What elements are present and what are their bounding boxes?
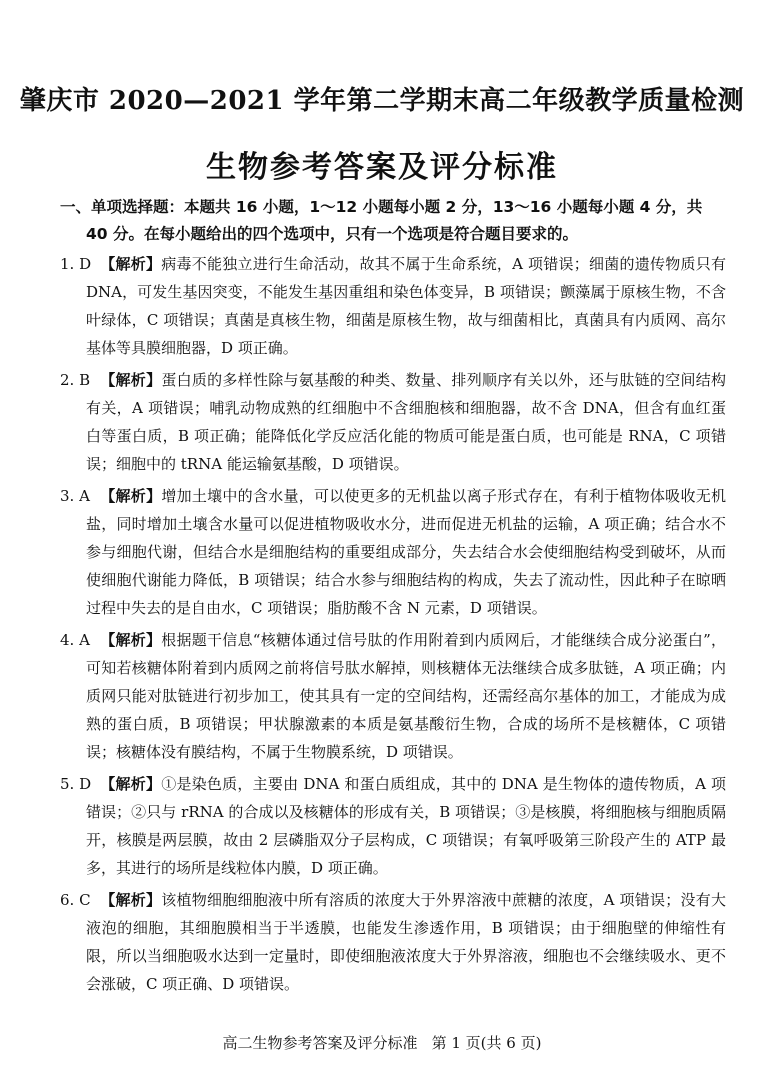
answer-key: 3. A [60, 487, 90, 505]
analysis-tag: 【解析】 [100, 891, 162, 909]
answer-item-4 [60, 626, 726, 766]
answer-text: 该植物细胞细胞液中所有溶质的浓度大于外界溶液中蔗糖的浓度，A 项错误；没有大液泡的细胞，其细胞膜相当于半透膜，也能发生渗透作用，B 项错误；由于细胞壁的伸缩性有限，所以当细胞吸水达到一定量时，即使细胞液浓度大于外界溶液，细胞也不会继续吸水、更不会涨破，C 项正确、D 项错误。 [86, 891, 726, 993]
answer-list [60, 250, 726, 1002]
answer-key: 2. B [60, 371, 91, 389]
answer-item-3 [60, 482, 726, 622]
answer-key: 5. D [60, 775, 92, 793]
analysis-tag: 【解析】 [100, 371, 162, 389]
footer-page-number: 第 1 页(共 6 页) [431, 1034, 542, 1052]
answer-text: 增加土壤中的含水量，可以使更多的无机盐以离子形式存在，有利于植物体吸收无机盐，同时增加土壤含水量可以促进植物吸收水分，进而促进无机盐的运输，A 项正确；结合水不参与细胞代谢，但结合水是细胞结构的重要组成部分，失去结合水会使细胞结构受到破坏，从而使细胞代谢能力降低，B 项错误；结合水参与细胞结构的构成，失去了流动性，因此种子在晾晒过程中失去的是自由水，C 项错误；脂肪酸不含 N 元素，D 项错误。 [86, 487, 726, 617]
section-instructions: 一、单项选择题：本题共 16 小题，1～12 小题每小题 2 分，13～16 小题每小题 4 分，共 40 分。在每小题给出的四个选项中，只有一个选项是符合题目要求的。 [60, 198, 703, 243]
analysis-tag: 【解析】 [100, 255, 162, 273]
answer-text: ①是染色质，主要由 DNA 和蛋白质组成，其中的 DNA 是生物体的遗传物质，A 项错误；②只与 rRNA 的合成以及核糖体的形成有关，B 项错误；③是核膜，将细胞核与细胞质隔开，核膜是两层膜，故由 2 层磷脂双分子层构成，C 项错误；有氧呼吸第三阶段产生的 ATP 最多，其进行的场所是线粒体内膜，D 项正确。 [86, 775, 726, 877]
answer-text: 蛋白质的多样性除与氨基酸的种类、数量、排列顺序有关以外，还与肽链的空间结构有关，A 项错误；哺乳动物成熟的红细胞中不含细胞核和细胞器，故不含 DNA，但含有血红蛋白等蛋白质，B 项正确；能降低化学反应活化能的物质可能是蛋白质，也可能是 RNA，C 项错误；细胞中的 tRNA 能运输氨基酸，D 项错误。 [86, 371, 726, 473]
page-footer [0, 1032, 764, 1053]
analysis-tag: 【解析】 [100, 775, 162, 793]
answer-key: 4. A [60, 631, 90, 649]
answer-key: 6. C [60, 891, 91, 909]
answer-text: 根据题干信息“核糖体通过信号肽的作用附着到内质网后，才能继续合成分泌蛋白”，可知若核糖体附着到内质网之前将信号肽水解掉，则核糖体无法继续合成多肽链，A 项正确；内质网只能对肽链进行初步加工，使其具有一定的空间结构，还需经高尔基体的加工，才能成为成熟的蛋白质，B 项错误；甲状腺激素的本质是氨基酸衍生物，合成的场所不是核糖体，C 项错误；核糖体没有膜结构，不属于生物膜系统，D 项错误。 [86, 631, 726, 761]
document-title: 生物参考答案及评分标准 [206, 150, 558, 185]
answer-item-6 [60, 886, 726, 998]
analysis-tag: 【解析】 [100, 487, 162, 505]
exam-title: 肇庆市 2020—2021 学年第二学期末高二年级教学质量检测 [19, 86, 745, 116]
footer-doc-name: 高二生物参考答案及评分标准 [222, 1034, 418, 1052]
answer-item-2 [60, 366, 726, 478]
answer-item-5 [60, 770, 726, 882]
answer-key: 1. D [60, 255, 92, 273]
answer-item-1 [60, 250, 726, 362]
answer-text: 病毒不能独立进行生命活动，故其不属于生命系统，A 项错误；细菌的遗传物质只有 DNA，可发生基因突变，不能发生基因重组和染色体变异，B 项错误；颤藻属于原核生物，不含叶绿体，C 项错误；真菌是真核生物，细菌是原核生物，故与细菌相比，真菌具有内质网、高尔基体等具膜细胞器，D 项正确。 [86, 255, 726, 357]
analysis-tag: 【解析】 [100, 631, 162, 649]
